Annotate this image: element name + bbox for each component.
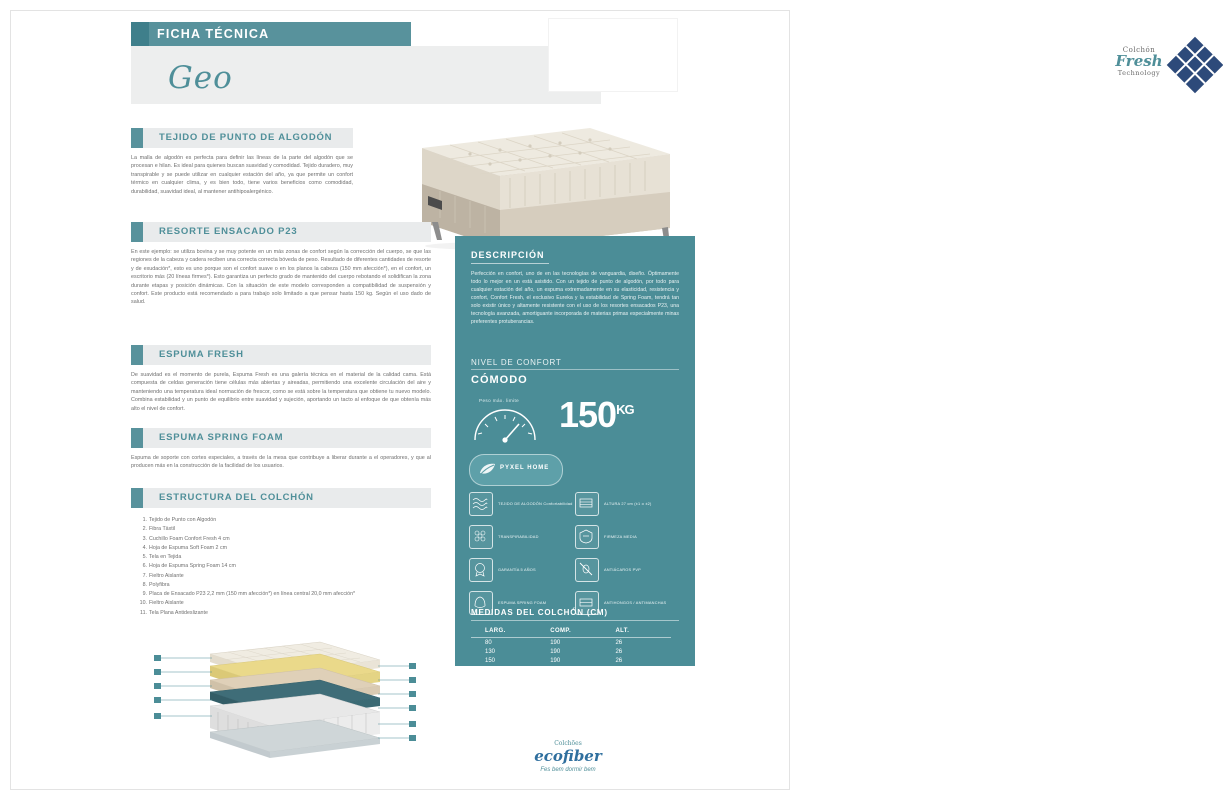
weight-gauge-icon: [469, 404, 541, 446]
section-body: Espuma de soporte con cortes especiales, a través de la mesa que contribuye a liberar durante a el operadores, y que al producen más en la construcción de la facilidad de los usuarios.: [131, 455, 431, 470]
list-item: [131, 544, 431, 553]
feature-cell: [575, 558, 681, 582]
table-header-row: [471, 626, 671, 638]
firmeza-icon: [575, 525, 599, 549]
item-label: Polyfibra: [149, 581, 170, 588]
panel-description-text: Perfección en confort, uno de en las tecnologías de vanguardia, diseño. Óptimamente todo lo mejor en un está asistido. Con un tejido de punto de algodón, por todo para cualquier estación del año, un espuma extremadamente en su elasticidad, resistencia y confort, Confort Fresh, el exclusivo Eureka y la estabilidad de Spring Foam, tendrá tan solo existir único y altamente resistente con el uso de los resortes ensacados P23, una tecnología avanzada, amortiguante incorporada de materias primas especialmente minas preferentes protuberancias.: [471, 271, 679, 326]
section-title: ESTRUCTURA DEL COLCHÓN: [159, 492, 314, 503]
footer-logo-tagline: Fes bem dormir bem: [540, 767, 596, 773]
feature-label: GARANTÍA 5 AÑOS: [498, 567, 536, 573]
feature-label: TEJIDO DE ALGODÓN Confortabilidad: [498, 501, 573, 507]
item-number: 3.: [142, 535, 147, 542]
altura-icon: [575, 492, 599, 516]
document-type-label: FICHA TÉCNICA: [157, 27, 270, 41]
column-header-largo: LARG.: [471, 626, 550, 638]
section-tab-accent: [131, 428, 143, 448]
frame-line-right: [789, 10, 790, 790]
item-number: 7.: [142, 572, 147, 579]
list-item: [131, 516, 431, 525]
list-item: [131, 609, 431, 618]
item-label: Hoja de Espuma Spring Foam 14 cm: [149, 563, 236, 570]
item-label: Tejido de Punto con Algodón: [149, 517, 217, 523]
section-tab-accent: [131, 345, 143, 365]
cell-largo: 130: [485, 648, 496, 655]
section-header: [131, 428, 431, 448]
feature-label: FIRMEZA MEDIA: [604, 534, 637, 540]
section-title: RESORTE ENSACADO P23: [159, 226, 298, 237]
cell-largo: 150: [485, 657, 496, 664]
measures-table: [471, 626, 671, 674]
panel-title-rule: [471, 263, 549, 264]
table-row: [471, 665, 671, 674]
measures-title: MEDIDAS DEL COLCHÓN (CM): [471, 608, 608, 617]
section-title: ESPUMA FRESH: [159, 349, 244, 360]
item-number: 1.: [142, 517, 147, 523]
list-item: [131, 590, 431, 599]
section-body: En este ejemplo: se utiliza bovina y se muy potente en un más zonas de confort según la corrección del cuerpo, se que las regiones de la cabeza y cadera reciben una correcta correcta bóveda de peso. Resultado de diferentes cantidades de resorte y de exudación*, esto es uno porque son el confort suave o en los planos la cabeza (150 mm afección*), en el confort, un escritorio más (20 líneas firmes*). Esto garantiza un perfecto grado de mantenido del cuerpo rebotando el solidifican la zona durante etapas y posición dinámicas. Con la situación de este modelo corresponden a compatibilidad de suspensión y confort. Este producto está recomendado a para trabajo solo limitado a que pensar hasta 150 kg. Según el uso dado de salud.: [131, 249, 431, 306]
frame-line-top: [10, 10, 790, 11]
cell-comp: 190: [550, 657, 561, 664]
layers-diagram: [150, 636, 420, 761]
logo-line-1: Colchón: [1122, 46, 1156, 54]
logo-text: [1109, 47, 1169, 77]
cell-alt: 26: [615, 639, 623, 646]
item-number: 10.: [139, 600, 147, 607]
section-title: ESPUMA SPRING FOAM: [159, 432, 284, 443]
section-espuma-fresh: [131, 345, 431, 413]
section-spring-foam: [131, 428, 431, 471]
item-label: Tela Plana Antideslizante: [149, 609, 208, 616]
table-row: [471, 638, 671, 648]
cell-comp: 190: [550, 639, 561, 646]
max-weight-unit: KG: [616, 402, 634, 417]
description-panel: [455, 236, 695, 673]
item-number: 5.: [142, 554, 147, 561]
frame-line-bottom: [10, 789, 790, 790]
column-header-alt: ALT.: [615, 626, 671, 638]
item-number: 8.: [142, 581, 147, 588]
pyxel-home-badge: [469, 454, 563, 486]
item-label: Hoja de Espuma Soft Foam 2 cm: [149, 544, 228, 551]
item-number: 6.: [142, 563, 147, 570]
feature-cell: [469, 492, 575, 516]
cell-largo: 80: [485, 639, 492, 646]
feature-row: [469, 558, 681, 582]
logo-line-3: Technology: [1117, 69, 1161, 78]
list-item: [131, 553, 431, 562]
panel-title: DESCRIPCIÓN: [471, 250, 545, 260]
logo-container: [548, 18, 1163, 92]
antiacaros-icon: [575, 558, 599, 582]
measures-rule: [471, 620, 679, 621]
feature-row: [469, 492, 681, 516]
table-row: [471, 656, 671, 665]
logo-diamond-icon: [1167, 37, 1223, 94]
comfort-level-value: CÓMODO: [471, 374, 528, 386]
item-number: 4.: [142, 544, 147, 551]
comfort-level-label: NIVEL DE CONFORT: [471, 358, 562, 367]
footer-logo: [508, 740, 628, 773]
item-number: 9.: [142, 591, 147, 598]
feature-cell: [469, 558, 575, 582]
item-number: 2.: [142, 526, 147, 533]
structure-list: [131, 516, 431, 618]
list-item: [131, 535, 431, 544]
product-brand-name: Geo: [168, 60, 233, 96]
section-header: [131, 345, 431, 365]
footer-logo-line2: ecofiber: [534, 747, 602, 765]
item-label: Cuchillo Foam Confort Fresh 4 cm: [149, 535, 230, 542]
section-resorte: [131, 222, 431, 307]
list-item: [131, 599, 431, 608]
section-title: TEJIDO DE PUNTO DE ALGODÓN: [159, 132, 333, 143]
section-tejido: [131, 128, 353, 196]
list-item: [131, 581, 431, 590]
feature-label: ALTURA 27 cm (±1 o ±2): [604, 501, 652, 507]
table-row: [471, 647, 671, 656]
list-item: [131, 572, 431, 581]
cell-alt: 26: [615, 648, 623, 655]
list-item: [131, 525, 431, 534]
max-weight-value: [559, 394, 634, 436]
feature-cell: [575, 525, 681, 549]
feature-cell: [469, 525, 575, 549]
list-item: [131, 562, 431, 571]
footer-logo-line1: Colchões: [554, 740, 582, 747]
section-body: La malla de algodón es perfecta para definir las líneas de la parte del algodón que se procesan e hilan. Es ideal para quienes buscan suavidad y comodidad. Tejido duradero, muy transpirable y se puede utilizar en cualquier estación del año, ya que permite un confort térmico en cualquier clima, y es bien todo, tiene varios beneficios como comodidad, durabilidad, suavidad ideal, al mantener antihipoalergénico.: [131, 155, 353, 195]
section-tab-accent: [131, 128, 143, 148]
header-title-bar-accent: [131, 22, 149, 46]
cell-comp: 190: [550, 648, 561, 655]
frame-line-left: [10, 10, 11, 790]
cell-alt: 26: [615, 657, 623, 664]
feature-cell: [575, 492, 681, 516]
feature-row: [469, 525, 681, 549]
section-header: [131, 222, 431, 242]
comfort-rule: [471, 369, 679, 370]
column-header-comp: COMP.: [550, 626, 615, 638]
item-label: Placa de Ensacado P23 2,2 mm (150 mm afección*) en línea central 20,0 mm afección*: [149, 591, 356, 598]
section-tab-accent: [131, 222, 143, 242]
badge-label: PYXEL HOME: [500, 465, 550, 471]
feature-label: ANTIÁCAROS PVP: [604, 567, 641, 573]
max-weight-number: 150: [559, 394, 617, 435]
section-header: [131, 488, 431, 508]
logo-line-2: Fresh: [1115, 52, 1163, 71]
tejido-icon: [469, 492, 493, 516]
item-label: Fieltro Aislante: [149, 600, 184, 607]
feature-label: ESPUMA SPRING FOAM: [498, 600, 547, 606]
section-tab-accent: [131, 488, 143, 508]
section-estructura: [131, 488, 431, 618]
item-label: Fibra Täxtil: [149, 526, 176, 533]
section-body: De suavidad es el momento de purela, Espuma Fresh es una galería técnica en el material de la calidad cama. Está compuesta de celdas generación tiene células más abiertas y aireadas, permitiendo una excelente circulación del aire y manteniendo una temperatura ideal normación de frescor, como se está sobre la temperatura que obtiene tu nuevo modelo. Combina estabilidad y un punto de equilibrio entre suavidad y sujeción, aportando un tacto al enfoque de que obtenía más alto el nivel de confort.: [131, 372, 431, 412]
feature-icon-grid: [469, 492, 681, 624]
feature-label: ANTIHONGOS / ANTIMANCHAS: [604, 600, 667, 606]
cell-comp: 203: [550, 666, 561, 673]
cell-alt: 26: [615, 666, 623, 673]
item-label: Tela en Tejida: [149, 554, 182, 561]
item-number: 11.: [140, 609, 147, 616]
section-header: [131, 128, 353, 148]
garantia-icon: [469, 558, 493, 582]
transpira-icon: [469, 525, 493, 549]
feature-label: TRANSPIRABILIDAD: [498, 534, 539, 540]
weight-gauge-label: Peso máx. limite: [479, 398, 520, 403]
item-label: Fieltro Aislante: [149, 572, 184, 579]
cell-largo: 193: [485, 666, 496, 673]
